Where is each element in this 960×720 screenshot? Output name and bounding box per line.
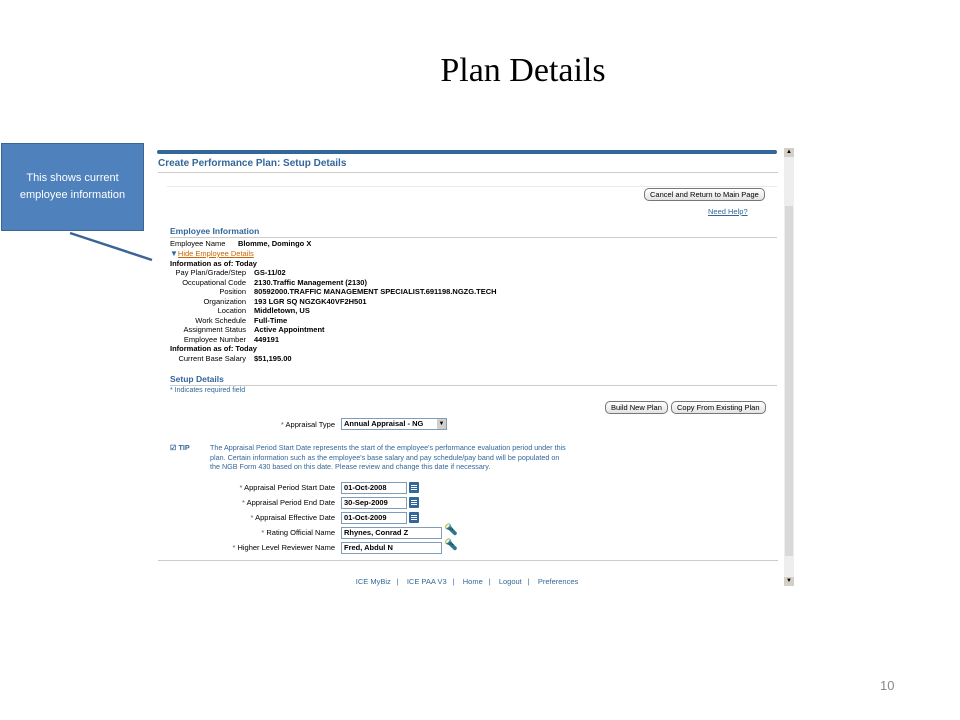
base-salary-label: Current Base Salary: [178, 353, 246, 363]
scroll-up-arrow-icon[interactable]: ▲: [784, 148, 794, 157]
vertical-scrollbar[interactable]: [784, 148, 794, 586]
position-label: Position: [219, 287, 246, 296]
callout-text: This shows current employee information: [19, 172, 126, 201]
build-new-plan-button[interactable]: Build New Plan: [605, 401, 668, 414]
organization-value: 193 LGR SQ NGZGK40VF2H501: [254, 296, 367, 306]
setup-details-divider: [170, 385, 777, 386]
tip-text-line: plan. Certain information such as the employee's base salary and pay schedule/pay band will be populated on: [210, 452, 560, 462]
scroll-thumb[interactable]: [785, 206, 793, 556]
effective-date-input[interactable]: 01-Oct-2009: [341, 512, 407, 524]
higher-reviewer-label: * Higher Level Reviewer Name: [232, 543, 335, 552]
copy-existing-plan-button[interactable]: Copy From Existing Plan: [671, 401, 766, 414]
employee-info-divider: [170, 237, 777, 238]
employee-info-title: Employee Information: [170, 226, 260, 236]
position-value: 80592000.TRAFFIC MANAGEMENT SPECIALIST.691198.NGZG.TECH: [254, 287, 497, 296]
callout-box: [1, 143, 144, 231]
flashlight-search-icon[interactable]: 🔦: [444, 539, 458, 551]
app-window: [157, 148, 794, 586]
need-help-link[interactable]: Need Help?: [708, 207, 748, 216]
info-as-of-label-2: Information as of: Today: [170, 344, 257, 353]
page-title: Create Performance Plan: Setup Details: [158, 158, 347, 169]
rating-official-label: * Rating Official Name: [261, 528, 335, 537]
scroll-down-arrow-icon[interactable]: ▼: [784, 577, 794, 586]
triangle-down-icon: ▼: [170, 249, 178, 258]
effective-date-label: * Appraisal Effective Date: [250, 513, 335, 522]
footer-divider: [158, 560, 778, 561]
end-date-label: * Appraisal Period End Date: [242, 498, 335, 507]
employee-number-label: Employee Number: [183, 334, 246, 344]
calendar-icon[interactable]: [409, 512, 419, 523]
employee-name-value: Blomme, Domingo X: [238, 239, 312, 248]
footer-link-ice-paa[interactable]: ICE PAA V3: [406, 577, 447, 586]
work-schedule-label: Work Schedule: [195, 315, 246, 325]
pay-plan-label: Pay Plan/Grade/Step: [175, 268, 246, 277]
calendar-icon[interactable]: [409, 482, 419, 493]
calendar-icon[interactable]: [409, 497, 419, 508]
employee-number-value: 449191: [254, 334, 280, 344]
higher-reviewer-input[interactable]: Fred, Abdul N: [341, 542, 442, 554]
location-label: Location: [217, 306, 246, 315]
occupational-code-label: Occupational Code: [182, 277, 246, 287]
end-date-input[interactable]: 30-Sep-2009: [341, 497, 407, 509]
footer-link-logout[interactable]: Logout: [498, 577, 522, 586]
header-divider-2: [167, 186, 777, 187]
info-as-of-label: Information as of: Today: [170, 259, 257, 268]
assignment-status-value: Active Appointment: [254, 325, 325, 334]
organization-label: Organization: [203, 296, 246, 306]
dropdown-arrow-icon[interactable]: ▼: [438, 421, 445, 427]
tip-text-line: The Appraisal Period Start Date represents the start of the employee's performance evaluation period under this: [210, 443, 566, 452]
flashlight-search-icon[interactable]: 🔦: [444, 524, 458, 536]
footer-link-ice-mybiz[interactable]: ICE MyBiz: [355, 577, 391, 586]
appraisal-type-label: * Appraisal Type: [280, 420, 335, 429]
pay-plan-value: GS-11/02: [254, 268, 286, 277]
assignment-status-label: Assignment Status: [183, 325, 246, 334]
start-date-label: * Appraisal Period Start Date: [239, 483, 335, 492]
footer-nav: ICE MyBiz | ICE PAA V3 | Home | Logout | Preferences: [355, 577, 579, 586]
footer-link-home[interactable]: Home: [462, 577, 483, 586]
appraisal-type-select[interactable]: Annual Appraisal - NG ▼: [341, 418, 447, 430]
slide-number: 10: [880, 678, 895, 693]
tip-box: [170, 443, 600, 471]
occupational-code-value: 2130.Traffic Management (2130): [254, 277, 367, 287]
employee-name-label: Employee Name: [170, 239, 226, 248]
top-brand-bar: [157, 150, 777, 154]
work-schedule-value: Full-Time: [254, 315, 288, 325]
tip-label: TIP: [178, 443, 190, 452]
header-divider: [158, 172, 778, 173]
cancel-return-button[interactable]: Cancel and Return to Main Page: [644, 188, 765, 201]
checkmark-tip-icon: ☑: [170, 443, 179, 452]
required-field-note: * Indicates required field: [170, 387, 246, 394]
slide-title: Plan Details: [440, 52, 606, 89]
setup-details-title: Setup Details: [170, 374, 224, 384]
base-salary-value: $51,195.00: [254, 353, 292, 363]
tip-text-line: the NGB Form 430 based on this date. Please review and change this date if necessary.: [210, 462, 491, 471]
footer-link-preferences[interactable]: Preferences: [537, 577, 579, 586]
start-date-input[interactable]: 01-Oct-2008: [341, 482, 407, 494]
location-value: Middletown, US: [254, 306, 310, 315]
rating-official-input[interactable]: Rhynes, Conrad Z: [341, 527, 442, 539]
hide-employee-details-link[interactable]: ▼Hide Employee Details: [170, 249, 254, 258]
